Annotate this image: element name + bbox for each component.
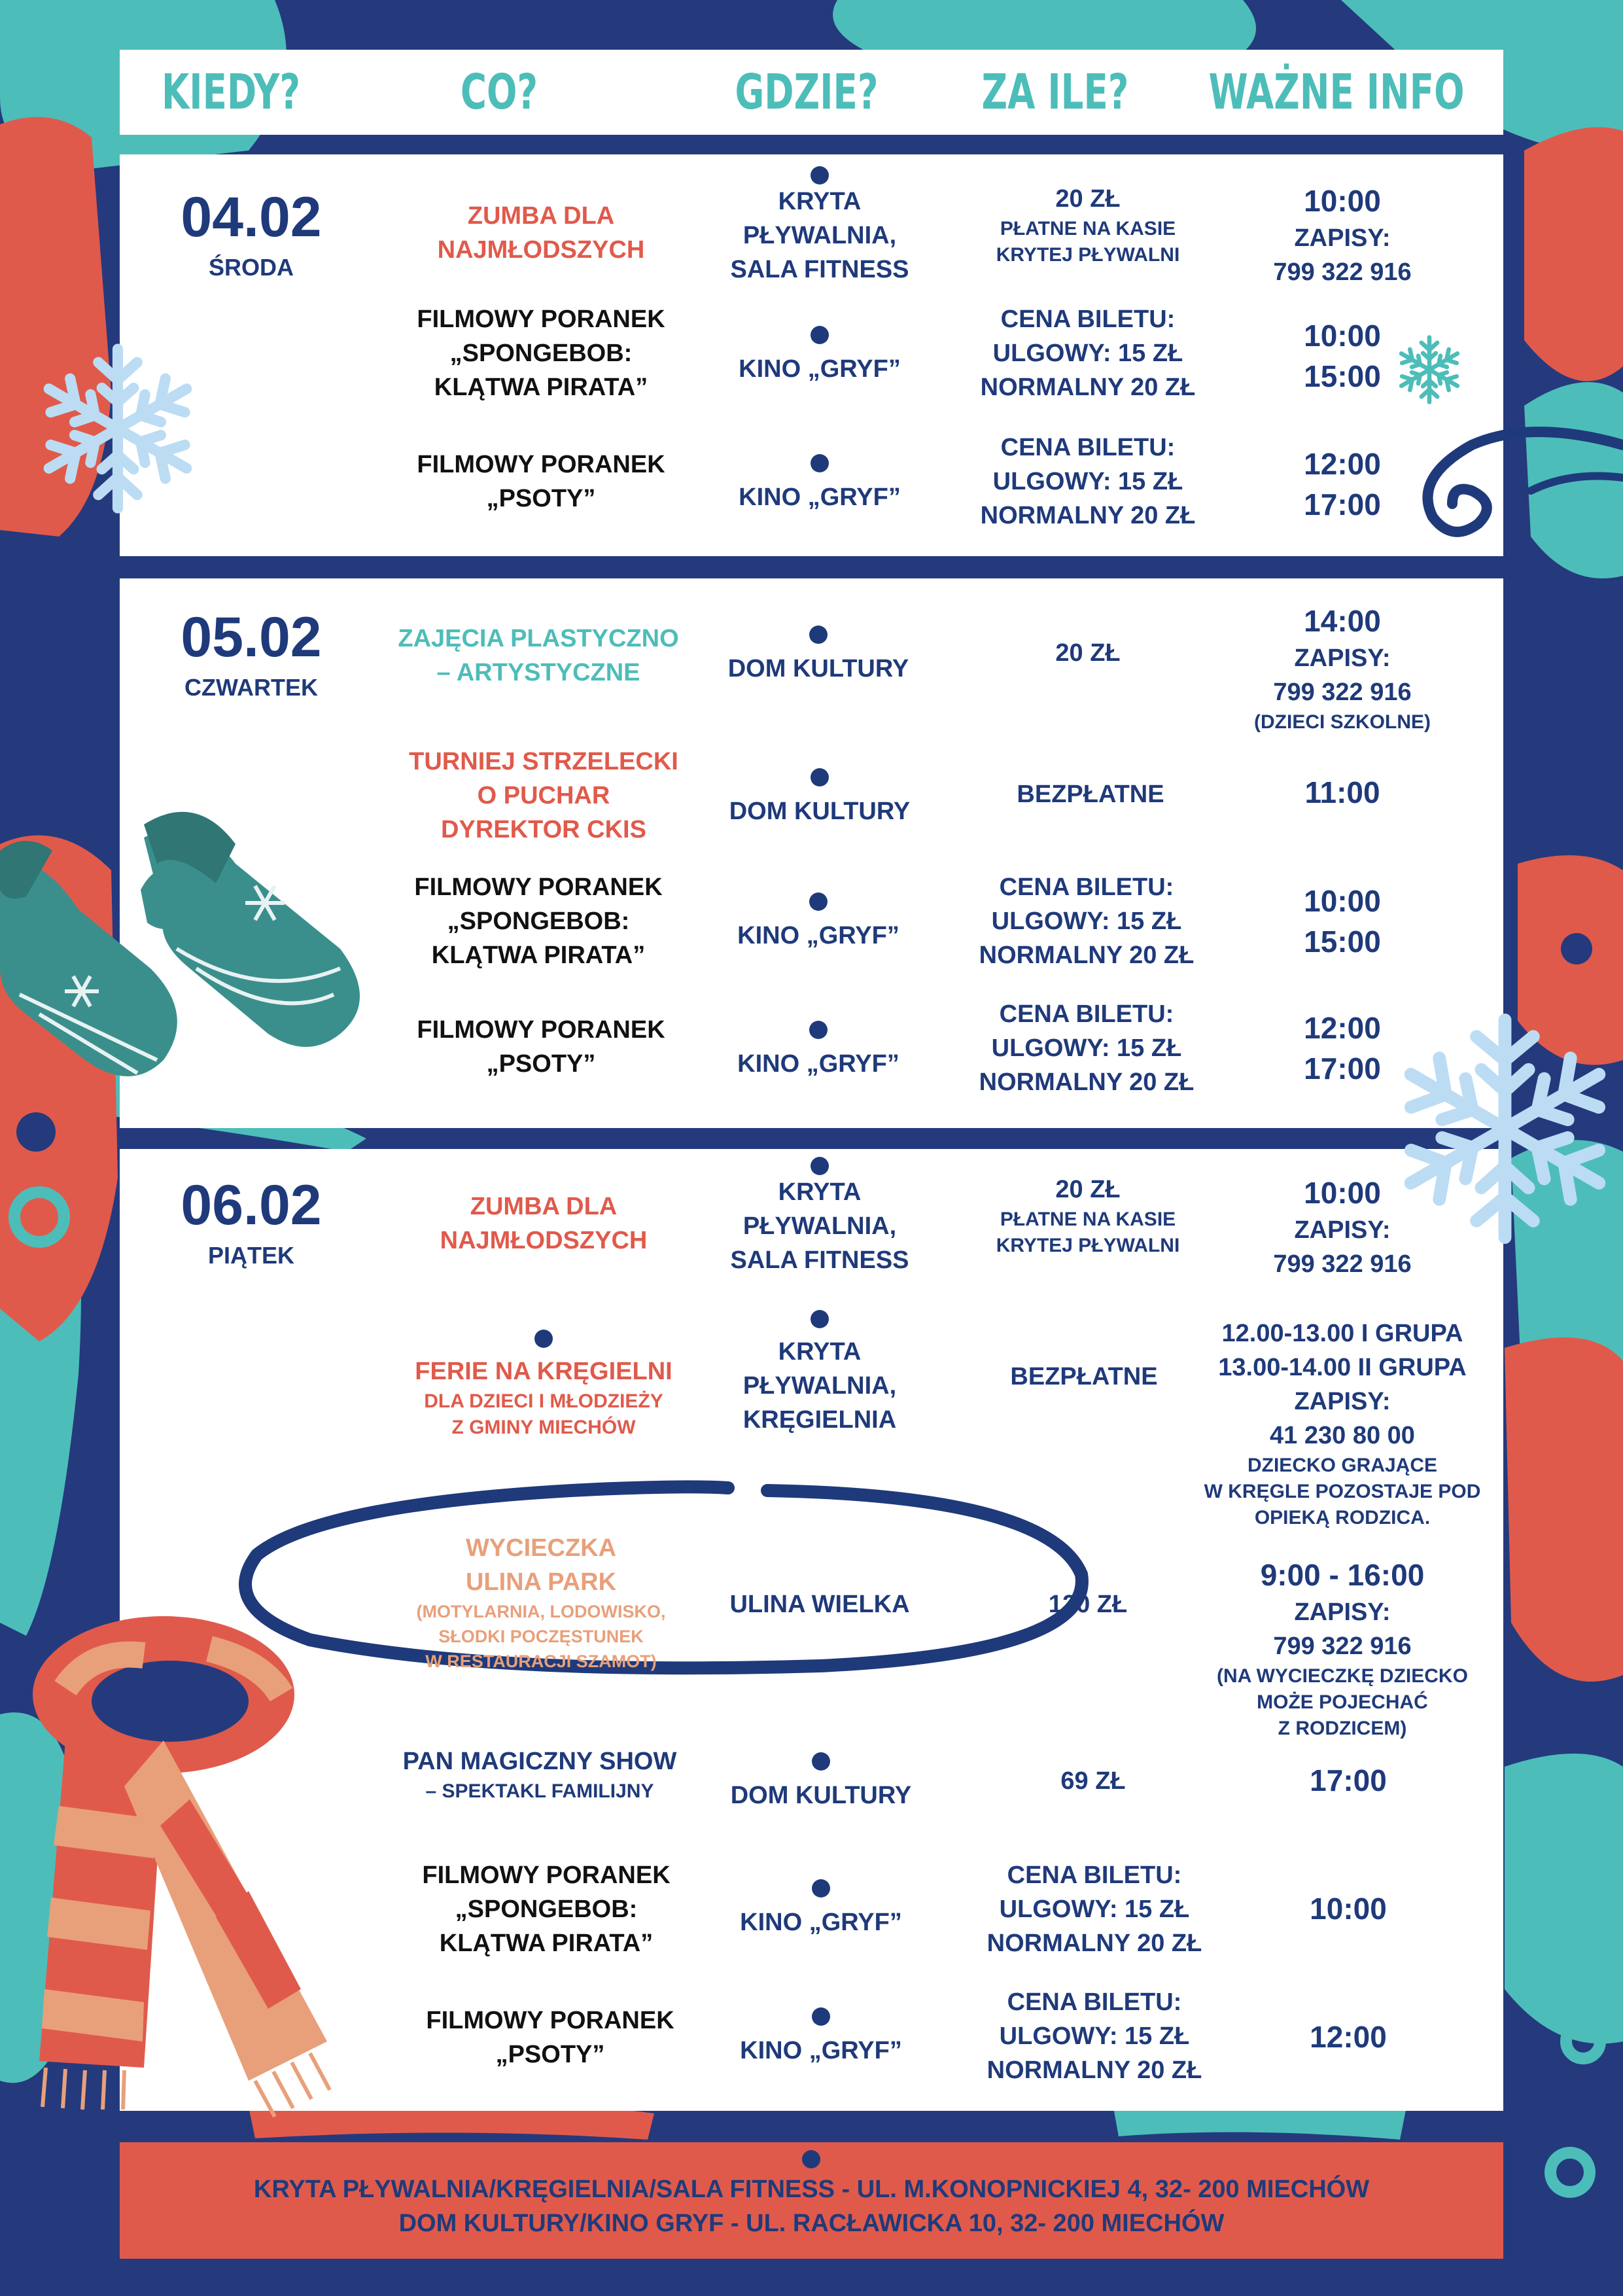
- event-price: 20 ZŁ PŁATNE NA KASIE KRYTEJ PŁYWALNI: [996, 1176, 1180, 1256]
- header-info: WAŻNE INFO: [1208, 64, 1465, 120]
- event-info: 10:00 ZAPISY: 799 322 916: [1273, 184, 1412, 286]
- event-name: WYCIECZKA ULINA PARK (MOTYLARNIA, LODOWISKO, SŁODKI POCZĘSTUNEK W RESTAURACJI SZAMOT): [416, 1534, 666, 1671]
- bullet-dot: [812, 1752, 830, 1771]
- bullet-dot: [809, 626, 828, 644]
- event-name: TURNIEJ STRZELECKI O PUCHAR DYREKTOR CKIS: [409, 748, 678, 843]
- day-date-block: [181, 1175, 321, 1272]
- event-price: CENA BILETU: ULGOWY: 15 ZŁ NORMALNY 20 ZŁ: [986, 1988, 1202, 2084]
- event-place: KINO „GRYF”: [737, 922, 899, 949]
- event-time: 12:00: [1310, 2020, 1387, 2054]
- event-name: FILMOWY PORANEK „PSOTY”: [417, 451, 665, 512]
- event-name: ZAJĘCIA PLASTYCZNO – ARTYSTYCZNE: [398, 625, 679, 686]
- event-price: CENA BILETU: ULGOWY: 15 ZŁ NORMALNY 20 ZŁ: [980, 306, 1196, 401]
- event-info: 9:00 - 16:00 ZAPISY: 799 322 916 (NA WYCIECZKĘ DZIECKO MOŻE POJECHAĆ Z RODZICEM): [1217, 1558, 1468, 1739]
- event-name: FILMOWY PORANEK „SPONGEBOB: KLĄTWA PIRATA”: [422, 1862, 671, 1957]
- event-time: 10:00: [1310, 1892, 1387, 1926]
- bullet-dot: [802, 2150, 820, 2168]
- event-time: 10:00 15:00: [1304, 319, 1381, 393]
- event-place: DOM KULTURY: [729, 798, 911, 825]
- header-price: ZA ILE?: [981, 64, 1129, 120]
- event-time: 12:00 17:00: [1304, 447, 1381, 521]
- bullet-dot: [809, 892, 828, 911]
- bullet-dot: [811, 166, 829, 185]
- event-price: 20 ZŁ PŁATNE NA KASIE KRYTEJ PŁYWALNI: [996, 185, 1180, 266]
- day-weekday: PIĄTEK: [207, 1242, 294, 1269]
- event-price: 20 ZŁ: [1055, 639, 1121, 667]
- event-place: KINO „GRYF”: [737, 1050, 899, 1078]
- event-place: KRYTA PŁYWALNIA, SALA FITNESS: [730, 1178, 909, 1274]
- footer-addresses: [120, 2142, 1503, 2259]
- event-name: FERIE NA KRĘGIELNI DLA DZIECI I MŁODZIEŻY Z GMINY MIECHÓW: [415, 1358, 672, 1438]
- event-time: 10:00 15:00: [1304, 884, 1381, 959]
- header-when: KIEDY?: [161, 64, 301, 120]
- event-place: KINO „GRYF”: [740, 1909, 902, 1936]
- event-place: DOM KULTURY: [730, 1782, 912, 1809]
- bullet-dot: [534, 1330, 553, 1348]
- bullet-dot: [811, 1157, 829, 1175]
- event-place: KINO „GRYF”: [739, 484, 901, 511]
- bullet-dot: [811, 326, 829, 344]
- snowflake-icon: [1387, 1001, 1623, 1256]
- bullet-dot: [809, 1021, 828, 1039]
- snowflake-icon: [26, 340, 209, 517]
- footer-line-2: DOM KULTURY/KINO GRYF - UL. RACŁAWICKA 10, 32- 200 MIECHÓW: [398, 2210, 1225, 2237]
- event-name: FILMOWY PORANEK „PSOTY”: [426, 2007, 674, 2068]
- footer-line-1: KRYTA PŁYWALNIA/KRĘGIELNIA/SALA FITNESS - UL. M.KONOPNICKIEJ 4, 32- 200 MIECHÓW: [253, 2176, 1370, 2203]
- swirl-icon: [1400, 419, 1623, 550]
- event-price: CENA BILETU: ULGOWY: 15 ZŁ NORMALNY 20 ZŁ: [979, 874, 1195, 969]
- scarf-icon: [13, 1610, 393, 2120]
- event-price: CENA BILETU: ULGOWY: 15 ZŁ NORMALNY 20 ZŁ: [980, 434, 1196, 529]
- event-price: 120 ZŁ: [1048, 1591, 1128, 1618]
- event-info: 12.00-13.00 I GRUPA 13.00-14.00 II GRUPA ZAPISY: 41 230 80 00 DZIECKO GRAJĄCE W KRĘGLE POZOSTAJE POD OPIEKĄ RODZICA.: [1204, 1320, 1481, 1528]
- day-date-block: [181, 607, 321, 704]
- event-place: ULINA WIELKA: [729, 1591, 910, 1618]
- event-price: CENA BILETU: ULGOWY: 15 ZŁ NORMALNY 20 ZŁ: [979, 1000, 1195, 1096]
- event-name: FILMOWY PORANEK „PSOTY”: [417, 1016, 665, 1078]
- day-section-1: [120, 154, 1503, 556]
- mittens-icon: [0, 752, 366, 1093]
- event-price: BEZPŁATNE: [1017, 781, 1164, 808]
- event-name: PAN MAGICZNY SHOW – SPEKTAKL FAMILIJNY: [402, 1748, 677, 1802]
- day-date: 06.02: [181, 1174, 322, 1237]
- header-where: GDZIE?: [735, 64, 879, 120]
- event-price: BEZPŁATNE: [1010, 1363, 1158, 1390]
- bullet-dot: [811, 1310, 829, 1328]
- day-date: 04.02: [181, 186, 322, 249]
- header-row: [120, 50, 1503, 135]
- day-weekday: ŚRODA: [208, 254, 294, 281]
- event-price: CENA BILETU: ULGOWY: 15 ZŁ NORMALNY 20 ZŁ: [986, 1862, 1202, 1957]
- event-place: DOM KULTURY: [727, 655, 909, 682]
- event-place: KRYTA PŁYWALNIA, KRĘGIELNIA: [742, 1338, 897, 1434]
- bullet-dot: [812, 1879, 830, 1898]
- bullet-dot: [811, 768, 829, 786]
- event-name: ZUMBA DLA NAJMŁODSZYCH: [440, 1193, 648, 1254]
- event-place: KINO „GRYF”: [739, 355, 901, 383]
- event-info: 14:00 ZAPISY: 799 322 916 (DZIECI SZKOLNE): [1254, 604, 1431, 733]
- day-weekday: CZWARTEK: [184, 674, 318, 701]
- day-date-block: [181, 187, 321, 284]
- event-price: 69 ZŁ: [1060, 1767, 1126, 1795]
- bullet-dot: [811, 454, 829, 472]
- event-time: 17:00: [1310, 1763, 1387, 1797]
- event-name: FILMOWY PORANEK „SPONGEBOB: KLĄTWA PIRATA”: [414, 874, 663, 969]
- day-date: 05.02: [181, 606, 322, 669]
- event-time: 11:00: [1304, 775, 1380, 809]
- event-place: KINO „GRYF”: [740, 2037, 902, 2064]
- event-place: KRYTA PŁYWALNIA, SALA FITNESS: [730, 188, 909, 283]
- header-what: CO?: [460, 64, 538, 120]
- bullet-dot: [812, 2007, 830, 2026]
- event-name: ZUMBA DLA NAJMŁODSZYCH: [437, 202, 645, 264]
- event-name: FILMOWY PORANEK „SPONGEBOB: KLĄTWA PIRATA”: [417, 306, 665, 401]
- event-time: 12:00 17:00: [1304, 1011, 1381, 1086]
- event-info: 10:00 ZAPISY: 799 322 916: [1273, 1176, 1412, 1278]
- snowflake-icon: [1393, 327, 1465, 412]
